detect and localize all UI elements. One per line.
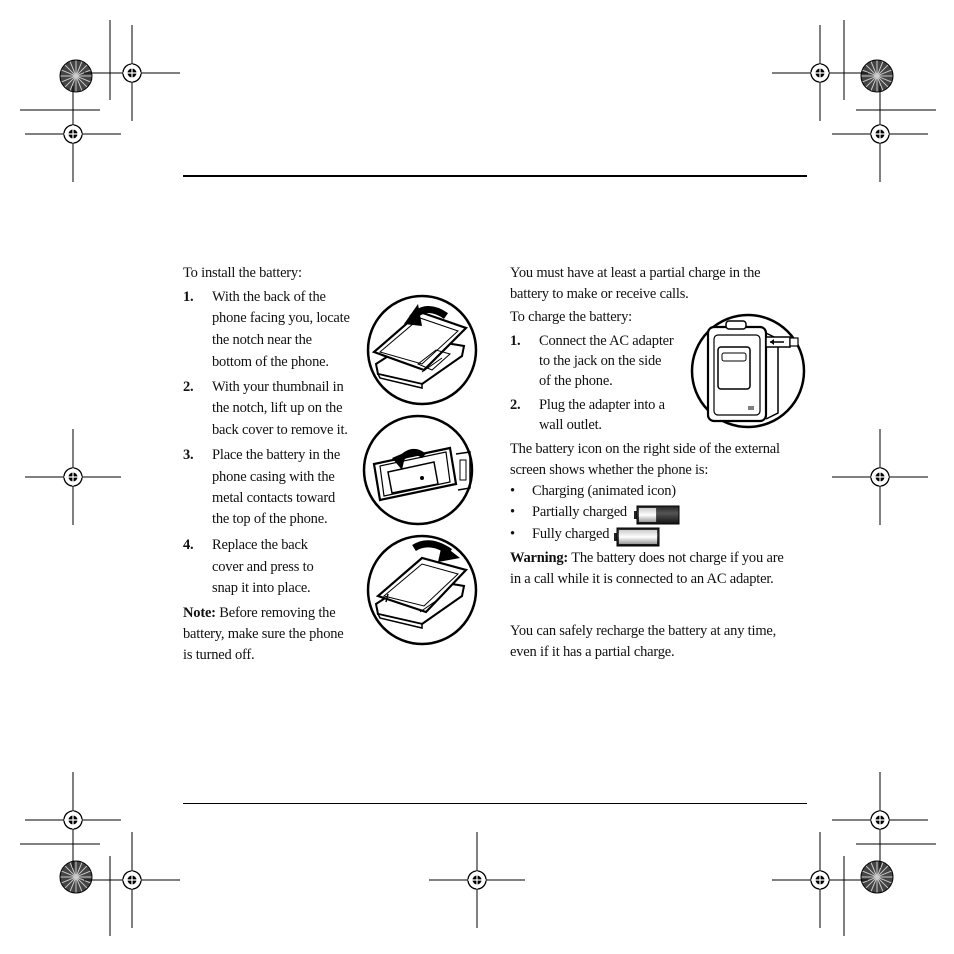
charge-step-1	[510, 331, 674, 389]
bullet-label: Partially charged	[532, 504, 627, 520]
warning-line: The battery does not charge if you are	[568, 550, 784, 566]
bullet-item-full	[510, 524, 609, 545]
install-intro: To install the battery:	[183, 265, 302, 281]
bullet-item-partial	[510, 502, 627, 523]
step-number: 2.	[510, 397, 521, 413]
note-label: Note:	[183, 605, 216, 621]
paragraph-line: even if it has a partial charge.	[510, 644, 675, 660]
note-line: Before removing the	[215, 605, 336, 621]
note-line: battery, make sure the phone	[183, 626, 344, 642]
paragraph-line: battery to make or receive calls.	[510, 286, 689, 302]
icon-description	[510, 439, 780, 481]
warning-label: Warning:	[510, 550, 569, 566]
recharge-paragraph	[510, 621, 776, 663]
footer-rule	[183, 803, 807, 804]
note-line: is turned off.	[183, 647, 255, 663]
step-line: of the phone.	[539, 373, 613, 389]
step-line: snap it into place.	[212, 580, 311, 596]
step-line: Replace the back	[212, 537, 308, 553]
step-line: to the jack on the side	[539, 353, 662, 369]
step-number: 1.	[510, 333, 521, 349]
bullet-icon: •	[510, 504, 515, 520]
paragraph-line: You can safely recharge the battery at any time,	[510, 623, 777, 639]
bullet-item-charging	[510, 481, 676, 502]
step-line: metal contacts toward	[212, 490, 336, 506]
step-line: bottom of the phone.	[212, 354, 329, 370]
install-step-4	[183, 535, 314, 596]
paragraph-line: The battery icon on the right side of the external	[510, 441, 780, 457]
install-step-3	[183, 445, 341, 527]
bullet-label: Fully charged	[532, 526, 610, 542]
step-line: phone casing with the	[212, 469, 335, 485]
bullet-label: Charging (animated icon)	[532, 483, 676, 499]
step-line: Plug the adapter into a	[539, 397, 665, 413]
install-step-2	[183, 377, 348, 438]
step-line: Connect the AC adapter	[539, 333, 674, 349]
charge-step-2	[510, 395, 665, 433]
step-line: With the back of the	[212, 289, 326, 305]
install-step-1	[183, 287, 350, 370]
warning-block	[510, 548, 784, 590]
step-line: cover and press to	[212, 559, 314, 575]
note-block	[183, 603, 344, 666]
bullet-icon: •	[510, 526, 515, 542]
step-number: 3.	[183, 447, 194, 463]
step-line: With your thumbnail in	[212, 379, 344, 395]
step-line: wall outlet.	[539, 417, 602, 433]
step-number: 1.	[183, 289, 194, 305]
step-line: the notch, lift up on the	[212, 400, 343, 416]
charge-requirement	[510, 263, 760, 305]
step-number: 2.	[183, 379, 194, 395]
header-rule	[183, 175, 807, 177]
battery-insert-icon	[362, 414, 474, 526]
warning-line: in a call while it is connected to an AC adapter.	[510, 571, 774, 587]
step-line: the notch near the	[212, 332, 312, 348]
cover-replace-icon	[366, 534, 478, 646]
step-line: Place the battery in the	[212, 447, 341, 463]
battery-partial-icon	[634, 505, 680, 525]
phone-charging-icon	[690, 313, 806, 429]
paragraph-line: screen shows whether the phone is:	[510, 462, 709, 478]
step-line: back cover to remove it.	[212, 422, 348, 438]
step-line: the top of the phone.	[212, 511, 328, 527]
phone-cover-lift-icon	[366, 294, 478, 406]
battery-full-icon	[614, 527, 660, 547]
charge-intro: To charge the battery:	[510, 309, 632, 325]
paragraph-line: You must have at least a partial charge in the	[510, 265, 761, 281]
step-number: 4.	[183, 537, 194, 553]
step-line: phone facing you, locate	[212, 310, 350, 326]
bullet-icon: •	[510, 483, 515, 499]
